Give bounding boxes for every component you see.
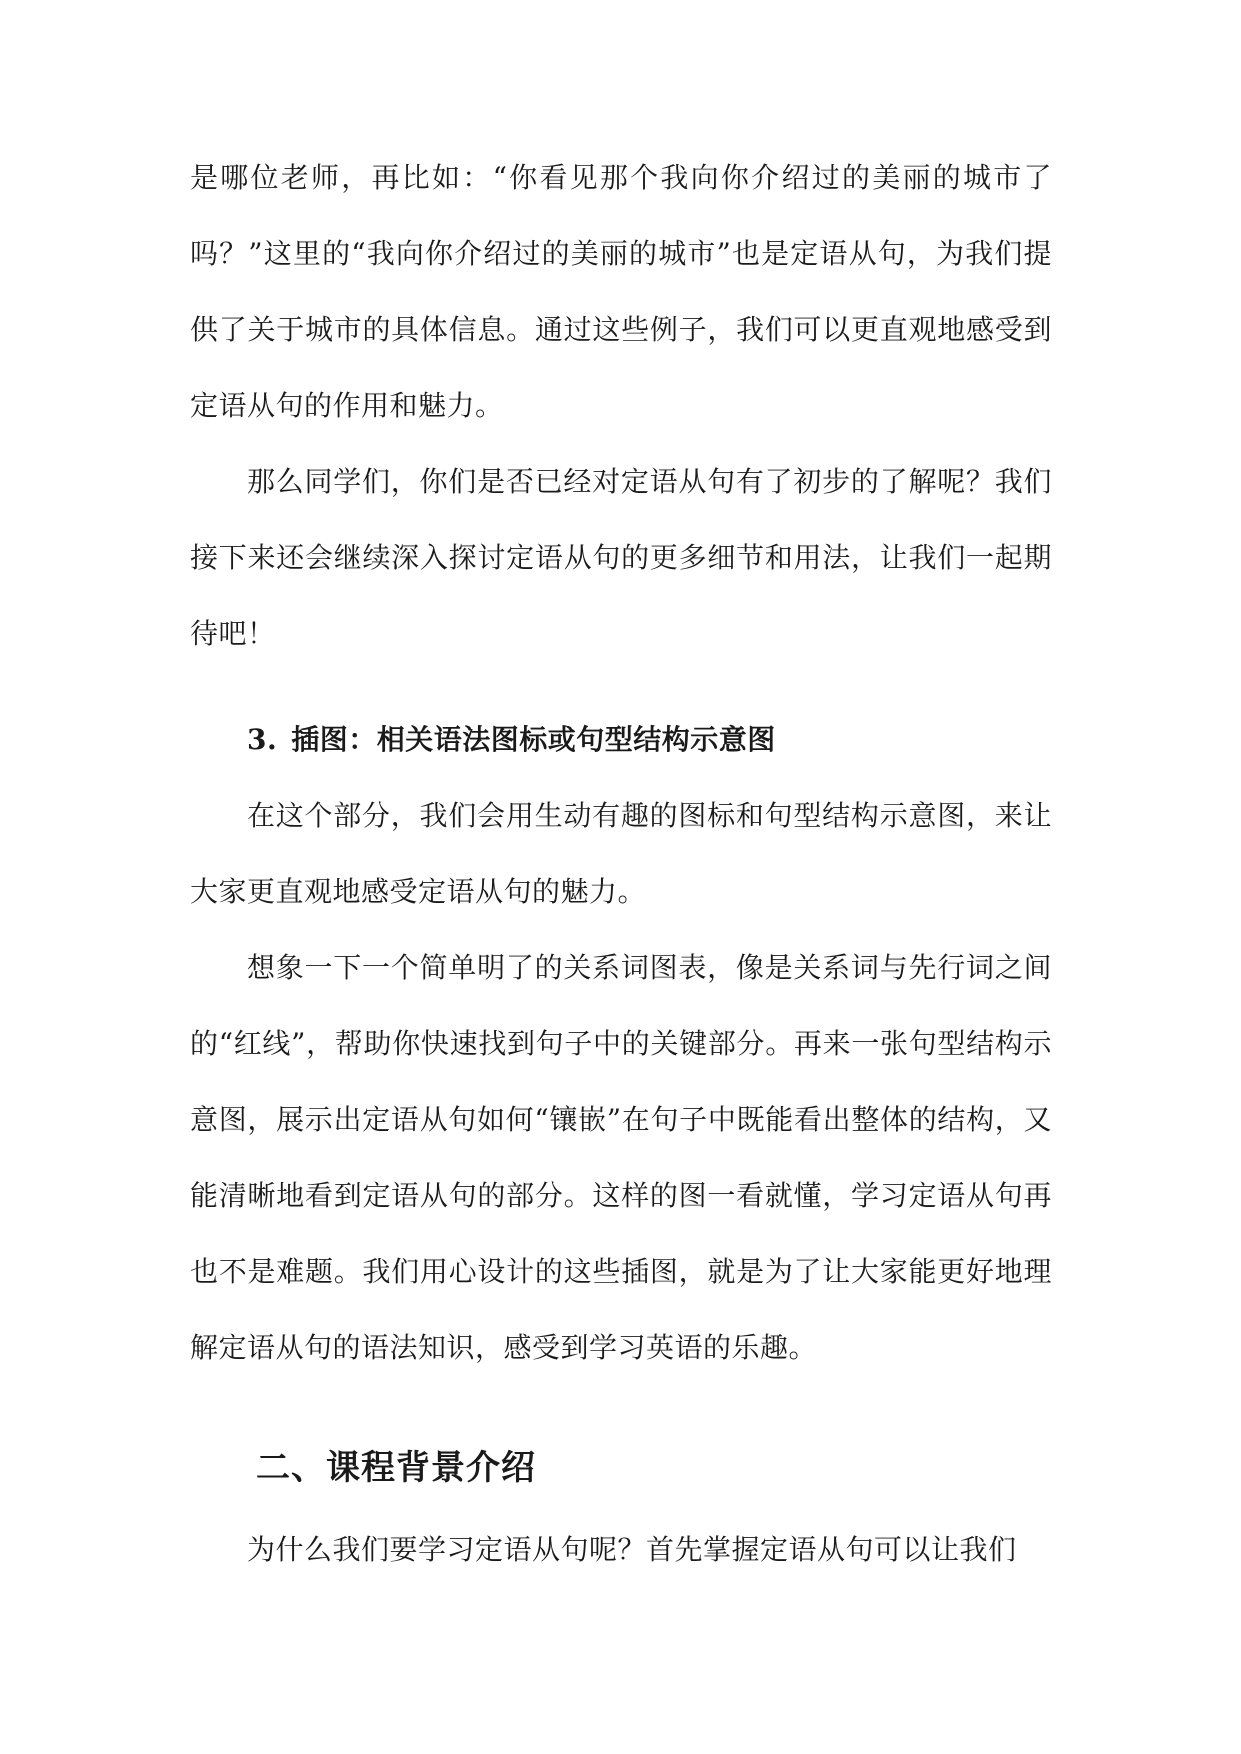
chapter-heading: 二、课程背景介绍 <box>256 1448 536 1488</box>
paragraph-continued: 是哪位老师，再比如：“你看见那个我向你介绍过的美丽的城市了吗？”这里的“我向你介绍过的美丽的城市”也是定语从句，为我们提供了关于城市的具体信息。通过这些例子，我们可以更直观地感受到定语从句的作用和魅力。 <box>190 161 1052 422</box>
paragraph: 那么同学们，你们是否已经对定语从句有了初步的了解呢？我们接下来还会继续深入探讨定语从句的更多细节和用法，让我们一起期待吧！ <box>190 465 1052 650</box>
paragraph: 为什么我们要学习定语从句呢？首先掌握定语从句可以让我们 <box>247 1533 1017 1566</box>
paragraph: 在这个部分，我们会用生动有趣的图标和句型结构示意图，来让大家更直观地感受定语从句的魅力。 <box>190 799 1052 908</box>
document-page <box>190 140 1052 1588</box>
paragraph: 想象一下一个简单明了的关系词图表，像是关系词与先行词之间的“红线”，帮助你快速找到句子中的关键部分。再来一张句型结构示意图，展示出定语从句如何“镶嵌”在句子中既能看出整体的结构，又能清晰地看到定语从句的部分。这样的图一看就懂，学习定语从句再也不是难题。我们用心设计的这些插图，就是为了让大家能更好地理解定语从句的语法知识，感受到学习英语的乐趣。 <box>190 951 1052 1364</box>
section-heading-3 <box>190 702 1052 778</box>
section-number: 3. <box>247 723 278 756</box>
section-title: 插图：相关语法图标或句型结构示意图 <box>291 723 776 756</box>
